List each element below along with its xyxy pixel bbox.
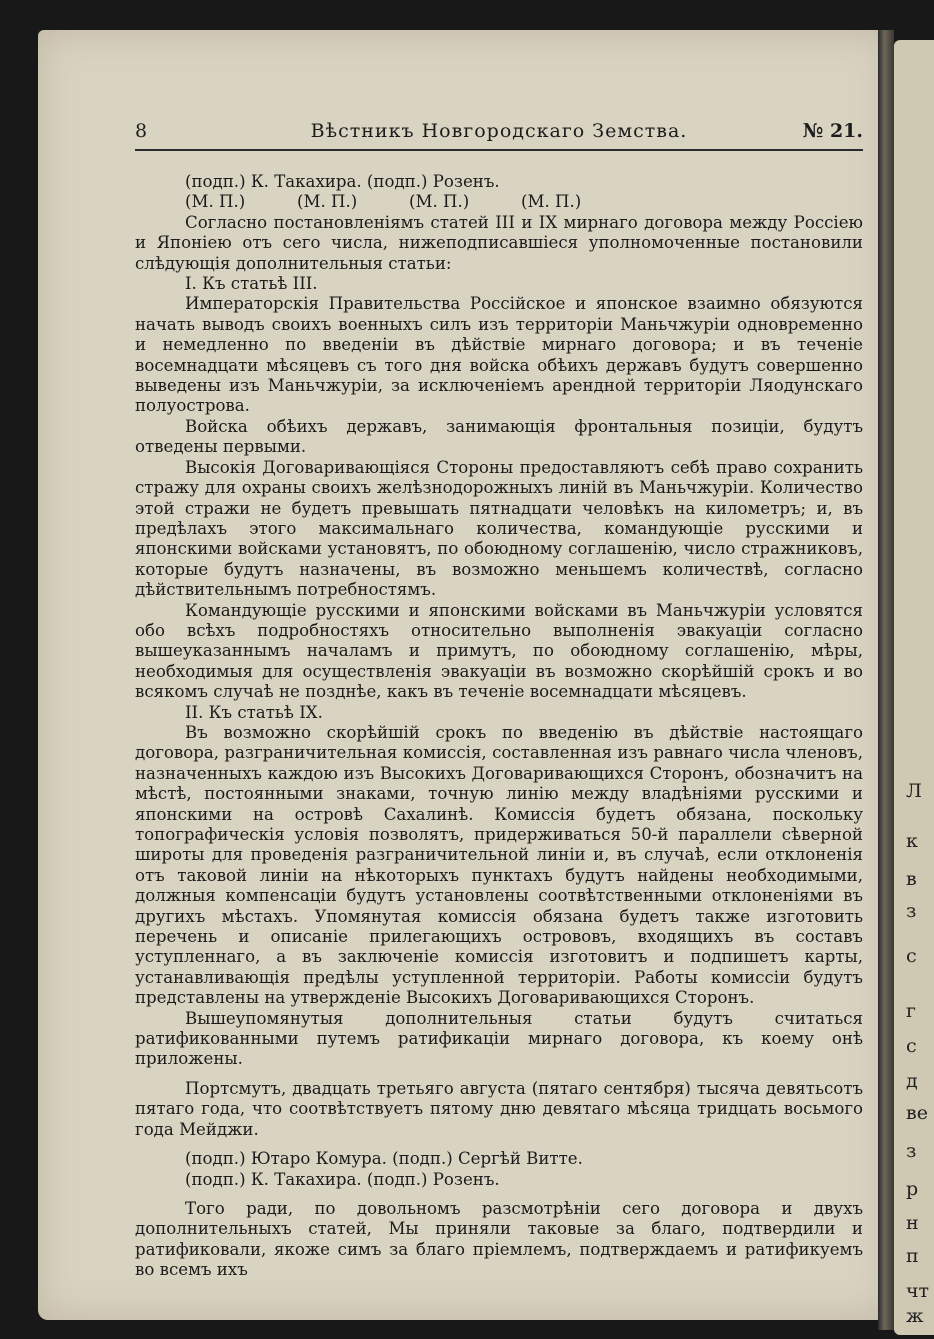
paragraph: Войска обѣихъ державъ, занимающія фронтальныя позиціи, будутъ отведены первыми. — [135, 416, 863, 457]
running-header — [135, 120, 863, 148]
paragraph: Согласно постановленіямъ статей III и IX мирнаго договора между Россіею и Японіею отъ сего числа, нижеподписавшіеся уполномоченные постановили слѣдующія дополнительныя статьи: — [135, 212, 863, 273]
page-number: 8 — [135, 120, 148, 142]
paragraph: Высокія Договаривающіяся Стороны предоставляютъ себѣ право сохранить стражу для охраны своихъ желѣзнодорожныхъ линій въ Маньчжуріи. Количество этой стражи не будетъ превышать пятнадцати человѣкъ на километръ; и, въ предѣлахъ этого максимальнаго количества, командующіе русскими и японскими войсками установятъ, по обоюдному соглашенію, число стражниковъ, которые будутъ назначены, въ возможно меньшемъ количествѣ, согласно дѣйствительнымъ потребностямъ. — [135, 457, 863, 600]
seal-mark: (М. П.) — [185, 192, 246, 212]
signature-line: (подп.) Ютаро Комура. (подп.) Сергѣй Витте. — [185, 1149, 583, 1169]
section-heading: II. Къ статьѣ IX. — [185, 702, 323, 722]
final-paragraph: Того ради, по довольномъ разсмотрѣніи сего договора и двухъ дополнительныхъ статей, Мы приняли таковые за благо, подтвердили и ратификовали, якоже симъ за благо пріемлемъ, подтверждаемъ и ратификуемъ во всемъ ихъ — [135, 1198, 863, 1280]
seal-mark: (М. П.) — [297, 192, 358, 212]
adjacent-page-fragment: д — [906, 1070, 918, 1092]
adjacent-page-fragment: чт — [906, 1280, 930, 1302]
adjacent-page-fragment: н — [906, 1212, 919, 1234]
adjacent-page-fragment: з — [906, 1140, 917, 1162]
adjacent-page-fragment: ж — [906, 1305, 924, 1327]
seal-mark: (М. П.) — [521, 192, 582, 212]
paragraph: Въ возможно скорѣйшій срокъ по введенію въ дѣйствіе настоящаго договора, разграничительная комиссія, составленная изъ равнаго числа членовъ, назначенныхъ каждою изъ Высокихъ Договаривающихся Сторонъ, обозначитъ на мѣстѣ, постоянными знаками, точную линію между владѣніями русскими и японскими на островѣ Сахалинѣ. Комиссія будетъ обязана, поскольку топографическія условія позволятъ, придерживаться 50-й параллели сѣверной широты для проведенія разграничительной линіи и, въ случаѣ, если отклоненія отъ таковой линіи на нѣкоторыхъ пунктахъ будутъ найдены необходимыми, должныя компенсаціи будутъ установлены соотвѣтственными отклоненіями въ другихъ мѣстахъ. Упомянутая комиссія обязана будетъ также изготовить перечень и описаніе прилегающихъ острововъ, входящихъ въ составъ уступленнаго, а въ заключеніе комиссія изготовитъ и подпишетъ карты, устанавливающія предѣлы уступленной территоріи. Работы комиссіи будутъ представлены на утвержденіе Высокихъ Договаривающихся Сторонъ. — [135, 722, 863, 1008]
seal-marks-row — [135, 192, 863, 212]
issue-number: № 21. — [802, 120, 863, 142]
article-body — [135, 172, 863, 1281]
adjacent-page-fragment: р — [906, 1178, 919, 1200]
seal-mark: (М. П.) — [409, 192, 470, 212]
signature-line: (подп.) К. Такахира. (подп.) Розенъ. — [185, 172, 500, 191]
paragraph: Командующіе русскими и японскими войсками въ Маньчжуріи условятся обо всѣхъ подробностяхъ относительно выполненія эвакуаціи согласно вышеуказаннымъ началамъ и примутъ, по обоюдному соглашенію, мѣры, необходимыя для осуществленія эвакуаціи въ возможно скорѣйшій срокъ и во всякомъ случаѣ не позднѣе, какъ въ теченіе восемнадцати мѣсяцевъ. — [135, 600, 863, 702]
section-heading: I. Къ статьѣ III. — [185, 274, 318, 294]
book-spine — [878, 30, 894, 1330]
paragraph: Вышеупомянутыя дополнительныя статьи будутъ считаться ратификованными путемъ ратификаціи мирнаго договора, къ коему онѣ приложены. — [135, 1008, 863, 1069]
adjacent-page-fragment: Л — [906, 780, 922, 802]
journal-title: Вѣстникъ Новгородскаго Земства. — [310, 120, 688, 142]
adjacent-page-fragment: в — [906, 868, 917, 890]
header-rule — [135, 149, 863, 151]
adjacent-page-fragment: с — [906, 1035, 917, 1057]
date-paragraph: Портсмутъ, двадцать третьяго августа (пятаго сентября) тысяча девятьсотъ пятаго года, что соотвѣтствуетъ пятому дню девятаго мѣсяца тридцать восьмого года Мейджи. — [135, 1078, 863, 1139]
adjacent-page-fragment: ве — [906, 1102, 928, 1124]
adjacent-page-fragment: з — [906, 900, 917, 922]
adjacent-page-edge — [894, 40, 934, 1335]
adjacent-page-fragment: п — [906, 1245, 919, 1267]
adjacent-page-fragment: к — [906, 830, 918, 852]
adjacent-page-fragment: с — [906, 945, 917, 967]
adjacent-page-fragment: г — [906, 1000, 916, 1022]
paragraph: Императорскія Правительства Россійское и японское взаимно обязуются начать выводъ своихъ военныхъ силъ изъ территоріи Маньчжуріи одновременно и немедленно по введеніи въ дѣйствіе мирнаго договора; и въ теченіе восемнадцати мѣсяцевъ съ того дня войска обѣихъ державъ будутъ совершенно выведены изъ Маньчжуріи, за исключеніемъ арендной территоріи Ляодунскаго полуострова. — [135, 294, 863, 416]
signature-line: (подп.) К. Такахира. (подп.) Розенъ. — [185, 1169, 500, 1189]
